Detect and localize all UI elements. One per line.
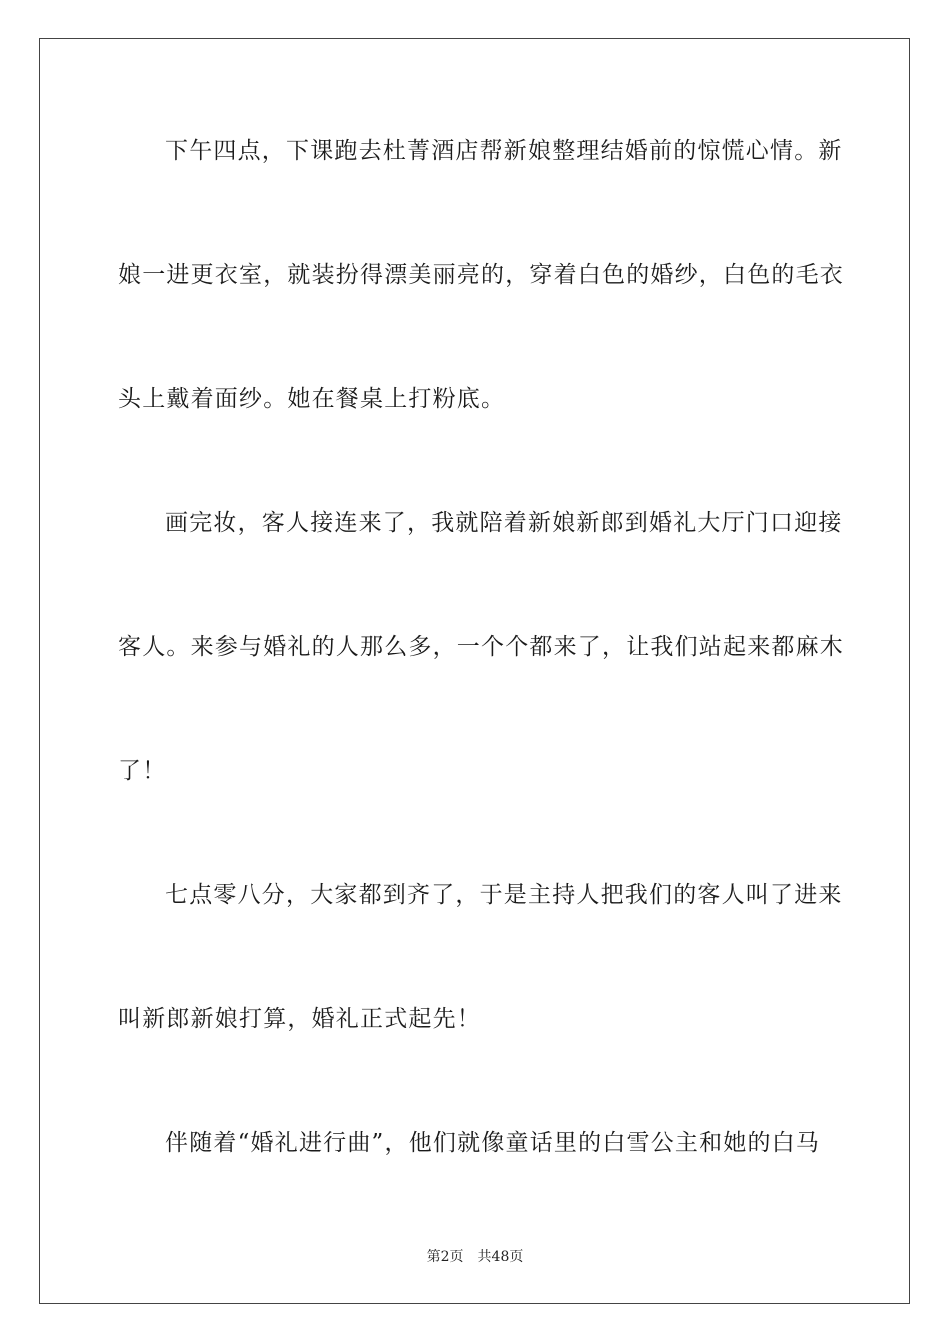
paragraph-line: 了！	[118, 758, 167, 784]
paragraph-line: 七点零八分，大家都到齐了，于是主持人把我们的客人叫了进来	[165, 882, 843, 908]
paragraph-line: 叫新郎新娘打算，婚礼正式起先！	[118, 1006, 481, 1032]
page-footer	[0, 1247, 950, 1267]
paragraph-line: 娘一进更衣室，就装扮得漂美丽亮的，穿着白色的婚纱，白色的毛衣	[118, 262, 844, 288]
page-number: 第2页	[426, 1249, 464, 1265]
paragraph-line: 伴随着“婚礼进行曲”，他们就像童话里的白雪公主和她的白马	[165, 1130, 821, 1156]
paragraph-line: 画完妆，客人接连来了，我就陪着新娘新郎到婚礼大厅门口迎接	[165, 510, 843, 536]
paragraph-line: 头上戴着面纱。她在餐桌上打粉底。	[118, 386, 506, 412]
page-total: 共48页	[477, 1249, 524, 1265]
paragraph-line: 客人。来参与婚礼的人那么多，一个个都来了，让我们站起来都麻木	[118, 634, 844, 660]
paragraph-line: 下午四点，下课跑去杜菁酒店帮新娘整理结婚前的惊慌心情。新	[165, 138, 843, 164]
page-frame	[39, 38, 910, 1304]
